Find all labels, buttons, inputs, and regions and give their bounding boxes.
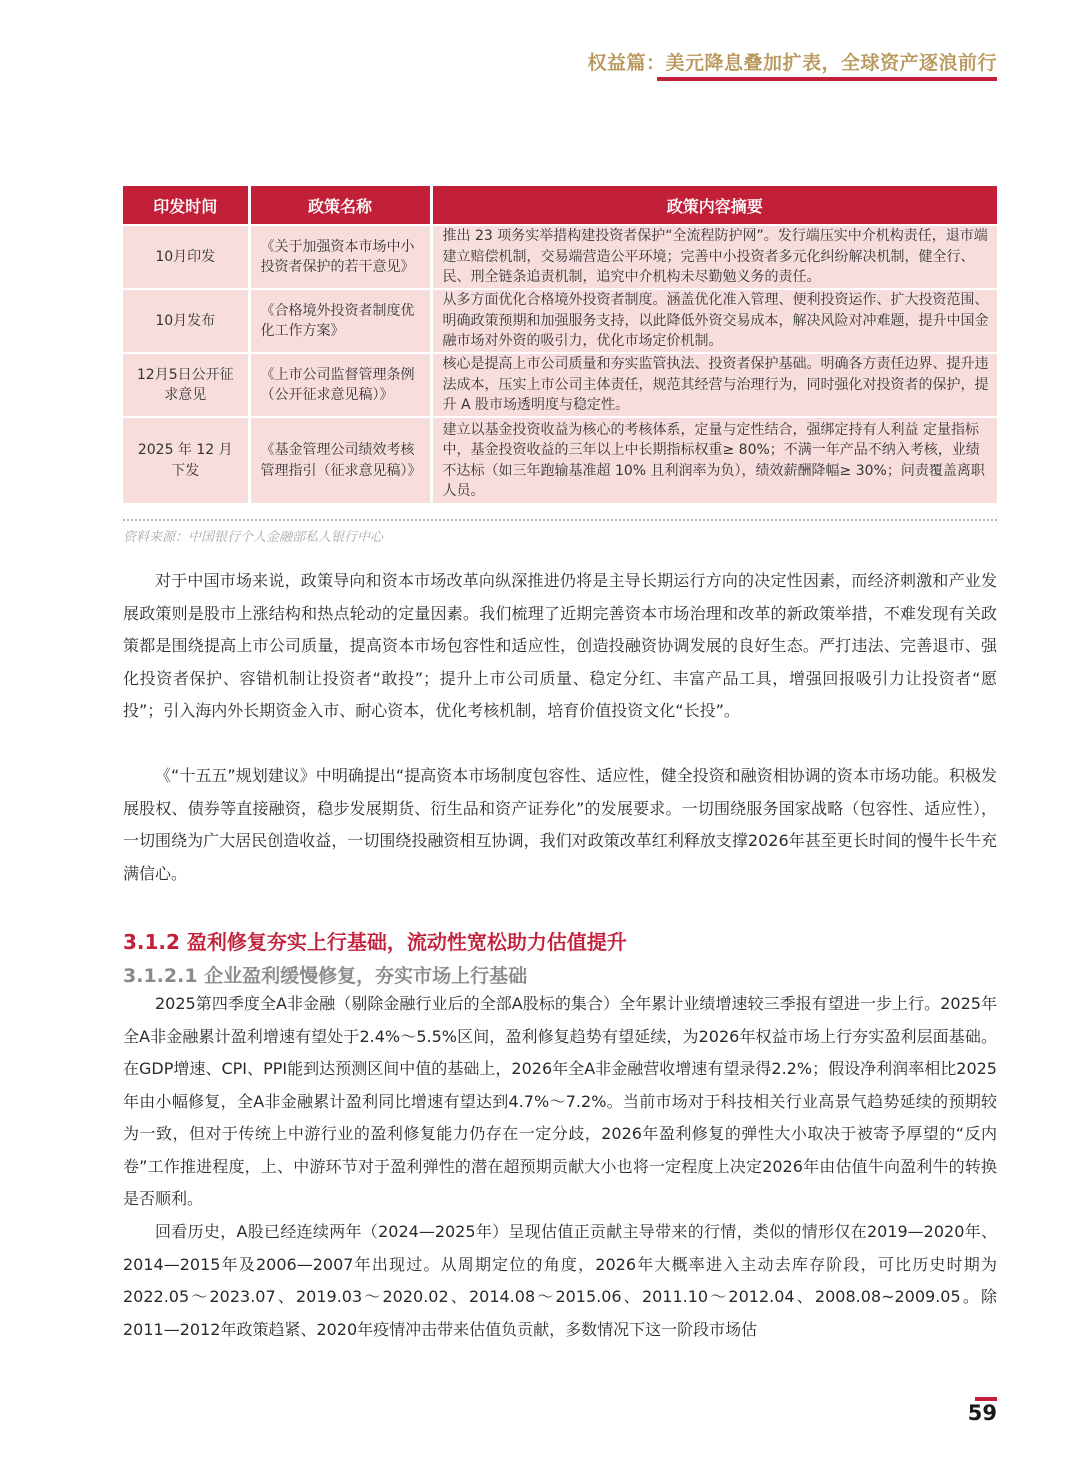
cell-summary: 推出 23 项务实举措构建投资者保护“全流程防护网”。发行端压实中介机构责任，退市端建立赔偿机制，交易端营造公平环境；完善中小投资者多元化纠纷解决机制，健全行、民、刑全链条追责机制，追究中介机构未尽勤勉义务的责任。: [431, 225, 997, 289]
body-paragraph: 《“十五五”规划建议》中明确提出“提高资本市场制度包容性、适应性，健全投资和融资相协调的资本市场功能。积极发展股权、债券等直接融资，稳步发展期货、衍生品和资产证券化”的发展要求。一切围绕服务国家战略（包容性、适应性），一切围绕为广大居民创造收益，一切围绕投融资相互协调，我们对政策改革红利释放支撑2026年甚至更长时间的慢牛长牛充满信心。: [123, 766, 997, 883]
column-header-policy-name: 政策名称: [249, 186, 431, 225]
body-paragraph: 对于中国市场来说，政策导向和资本市场改革向纵深推进仍将是主导长期运行方向的决定性因素，而经济刺激和产业发展政策则是股市上涨结构和热点轮动的定量因素。我们梳理了近期完善资本市场治理和改革的新政策举措，不难发现有关政策都是围绕提高上市公司质量，提高资本市场包容性和适应性，创造投融资协调发展的良好生态。严打违法、完善退市、强化投资者保护、容错机制让投资者“敢投”；提升上市公司质量、稳定分红、丰富产品工具，增强回报吸引力让投资者“愿投”；引入海内外长期资金入市、耐心资本，优化考核机制，培育价值投资文化“长投”。: [123, 571, 997, 720]
section-header-title: 权益篇：美元降息叠加扩表，全球资产逐浪前行: [587, 52, 997, 74]
table-row: [123, 417, 997, 503]
table-row: [123, 353, 997, 417]
subsection-heading: 3.1.2.1 企业盈利缓慢修复，夯实市场上行基础: [123, 965, 528, 987]
table-row: [123, 225, 997, 289]
cell-time: 2025 年 12 月下发: [123, 417, 249, 503]
column-header-time: 印发时间: [123, 186, 249, 225]
policy-table: [123, 186, 997, 503]
page-number: 59: [967, 1401, 997, 1425]
section-heading: 3.1.2 盈利修复夯实上行基础，流动性宽松助力估值提升: [123, 930, 627, 954]
cell-time: 12月5日公开征求意见: [123, 353, 249, 417]
cell-summary: 从多方面优化合格境外投资者制度。涵盖优化准入管理、便利投资运作、扩大投资范围、明确政策预期和加强服务支持，以此降低外资交易成本，解决风险对冲难题，提升中国金融市场对外资的吸引力，优化市场定价机制。: [431, 289, 997, 353]
cell-time: 10月印发: [123, 225, 249, 289]
cell-summary: 核心是提高上市公司质量和夯实监管执法、投资者保护基础。明确各方责任边界、提升违法成本，压实上市公司主体责任，规范其经营与治理行为，同时强化对投资者的保护，提升 A 股市场透明度与稳定性。: [431, 353, 997, 417]
table-header-row: [123, 186, 997, 225]
cell-time: 10月发布: [123, 289, 249, 353]
cell-summary: 建立以基金投资收益为核心的考核体系，定量与定性结合，强绑定持有人利益 定量指标中，基金投资收益的三年以上中长期指标权重≥ 80%；不满一年产品不纳入考核，业绩不达标（如三年跑输基准超 10% 且利润率为负），绩效薪酬降幅≥ 30%；问责覆盖离职人员。: [431, 417, 997, 503]
cell-policy-name: 《关于加强资本市场中小投资者保护的若干意见》: [249, 225, 431, 289]
column-header-summary: 政策内容摘要: [431, 186, 997, 225]
cell-policy-name: 《上市公司监督管理条例（公开征求意见稿）》: [249, 353, 431, 417]
header-rule: [657, 77, 997, 81]
body-paragraph: 2025第四季度全A非金融（剔除金融行业后的全部A股标的集合）全年累计业绩增速较三季报有望进一步上行。2025年全A非金融累计盈利增速有望处于2.4%～5.5%区间，盈利修复趋势有望延续，为2026年权益市场上行夯实盈利层面基础。在GDP增速、CPI、PPI能到达预测区间中值的基础上，2026年全A非金融营收增速有望录得2.2%；假设净利润率相比2025年由小幅修复，全A非金融累计盈利同比增速有望达到4.7%～7.2%。当前市场对于科技相关行业高景气趋势延续的预期较为一致，但对于传统上中游行业的盈利修复能力仍存在一定分歧，2026年盈利修复的弹性大小取决于被寄予厚望的“反内卷”工作推进程度，上、中游环节对于盈利弹性的潜在超预期贡献大小也将一定程度上决定2026年由估值牛向盈利牛的转换是否顺利。: [123, 994, 997, 1208]
cell-policy-name: 《合格境外投资者制度优化工作方案》: [249, 289, 431, 353]
table-row: [123, 289, 997, 353]
body-paragraph: 回看历史，A股已经连续两年（2024—2025年）呈现估值正贡献主导带来的行情，类似的情形仅在2019—2020年、2014—2015年及2006—2007年出现过。从周期定位的角度，2026年大概率进入主动去库存阶段，可比历史时期为2022.05～2023.07、2019.03～2020.02、2014.08～2015.06、2011.10～2012.04、2008.08~2009.05。除2011—2012年政策趋紧、2020年疫情冲击带来估值负贡献，多数情况下这一阶段市场估: [123, 1222, 997, 1339]
source-note: 资料来源：中国银行个人金融部私人银行中心: [123, 530, 384, 545]
table-divider: [123, 519, 997, 521]
cell-policy-name: 《基金管理公司绩效考核管理指引（征求意见稿）》: [249, 417, 431, 503]
